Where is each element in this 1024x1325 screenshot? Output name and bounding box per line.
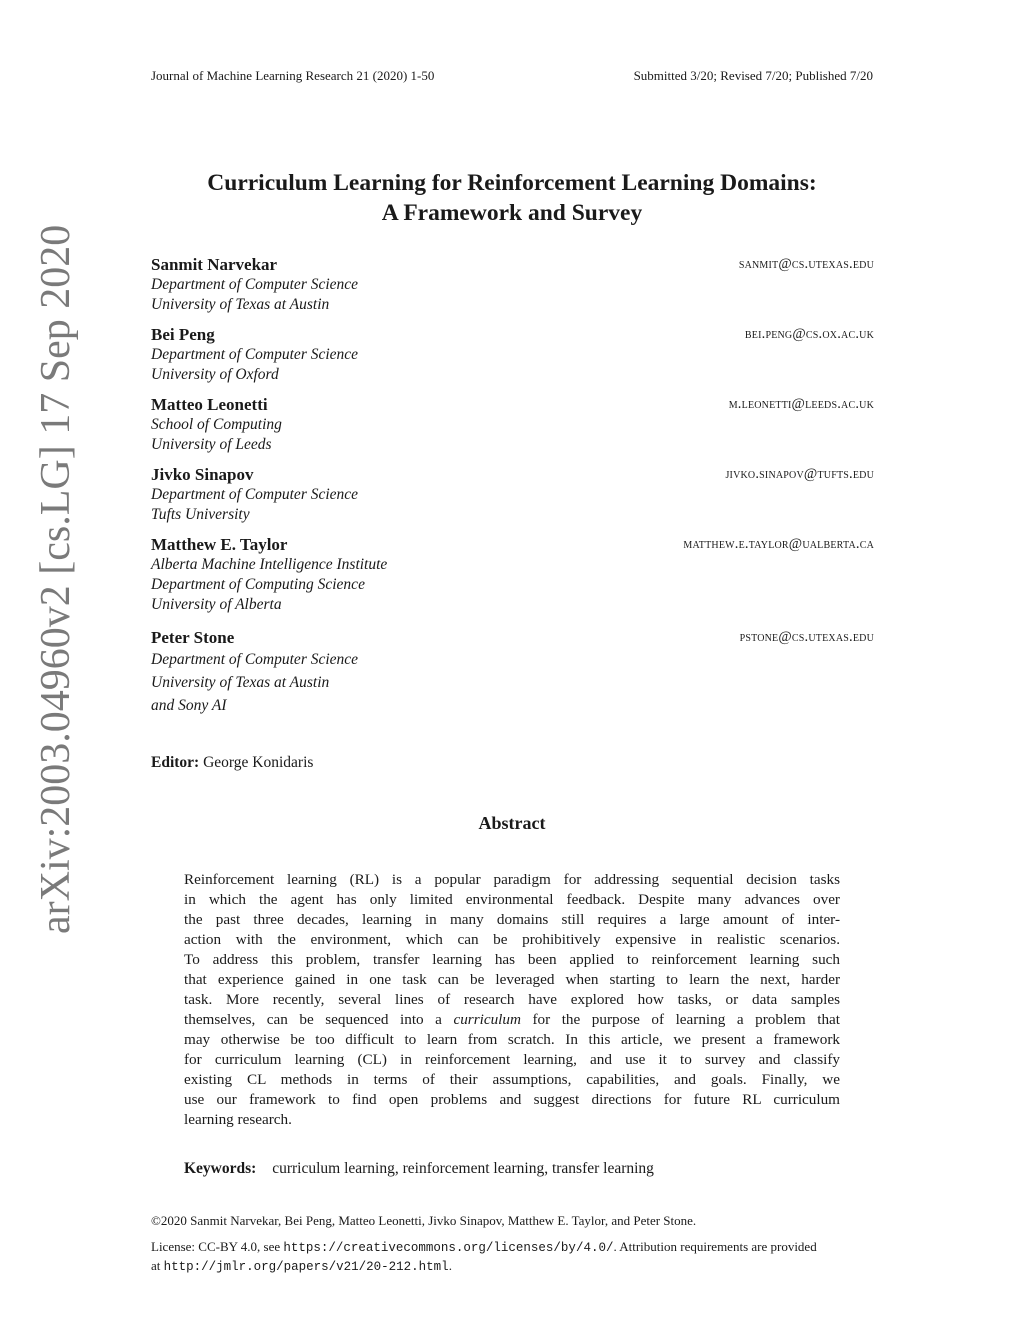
- author-name: Peter Stone: [151, 628, 235, 647]
- author-name: Matthew E. Taylor: [151, 535, 288, 554]
- author-affiliation: Tufts University: [151, 506, 250, 523]
- abstract-line: learning research.: [184, 1111, 292, 1128]
- author-name: Jivko Sinapov: [151, 465, 254, 484]
- title-line-2: A Framework and Survey: [381, 200, 643, 226]
- abstract-body: [184, 870, 840, 1130]
- author-affiliation: University of Texas at Austin: [151, 296, 330, 313]
- abstract-line: To address this problem, transfer learning has been applied to reinforcement learning such: [184, 951, 840, 968]
- publication-dates: Submitted 3/20; Revised 7/20; Published 7/20: [633, 68, 873, 83]
- journal-header: Journal of Machine Learning Research 21 (2020) 1-50: [151, 68, 435, 83]
- abstract-line: existing CL methods in terms of their assumptions, capabilities, and goals. Finally, we: [184, 1071, 840, 1088]
- abstract-line-part: themselves, can be sequenced into a: [184, 1011, 442, 1028]
- license-at: at: [151, 1258, 161, 1273]
- author-block: [151, 394, 874, 455]
- paper-title: [0, 168, 1024, 228]
- license-suffix: .: [448, 1258, 452, 1273]
- abstract-line: Reinforcement learning (RL) is a popular paradigm for addressing sequential decision tasks: [184, 871, 840, 888]
- author-block: [151, 627, 874, 717]
- editor-label: Editor:: [151, 754, 200, 771]
- abstract-line: task. More recently, several lines of research have explored how tasks, or data samples: [184, 991, 840, 1008]
- copyright-notice: ©2020 Sanmit Narvekar, Bei Peng, Matteo Leonetti, Jivko Sinapov, Matthew E. Taylor, and Peter Stone.: [151, 1213, 697, 1228]
- editor-name: George Konidaris: [203, 754, 314, 771]
- author-block: [151, 324, 874, 385]
- author-block: [151, 254, 874, 315]
- keywords-text: curriculum learning, reinforcement learning, transfer learning: [272, 1160, 654, 1177]
- author-affiliation: Department of Computer Science: [151, 651, 359, 668]
- abstract-line: use our framework to find open problems and suggest directions for future RL curriculum: [184, 1091, 840, 1108]
- abstract-line: may otherwise be too difficult to learn from scratch. In this article, we present a framework: [184, 1031, 840, 1048]
- arxiv-stamp-text: arXiv:2003.04960v2 [cs.LG] 17 Sep 2020: [33, 224, 79, 934]
- author-email: pstone@cs.utexas.edu: [739, 629, 874, 645]
- author-list: [151, 254, 874, 717]
- author-affiliation: Department of Computing Science: [151, 576, 365, 593]
- author-affiliation: University of Leeds: [151, 436, 272, 453]
- author-block: [151, 534, 874, 615]
- paper-url-link[interactable]: http://jmlr.org/papers/v21/20-212.html: [163, 1260, 449, 1274]
- abstract-line: for curriculum learning (CL) in reinforcement learning, and use it to survey and classify: [184, 1051, 840, 1068]
- author-email: matthew.e.taylor@ualberta.ca: [683, 536, 874, 552]
- arxiv-stamp: [30, 224, 90, 934]
- author-affiliation: Alberta Machine Intelligence Institute: [151, 556, 388, 573]
- license-middle: . Attribution requirements are provided: [613, 1239, 817, 1254]
- author-affiliation: Department of Computer Science: [151, 346, 359, 363]
- editor-line: [151, 754, 313, 772]
- author-name: Sanmit Narvekar: [151, 255, 278, 274]
- license-url-link[interactable]: https://creativecommons.org/licenses/by/4.0/: [283, 1241, 614, 1255]
- author-email: m.leonetti@leeds.ac.uk: [728, 396, 874, 412]
- author-name: Matteo Leonetti: [151, 395, 268, 414]
- abstract-line: in which the agent has only limited environmental feedback. Despite many advances over: [184, 891, 840, 908]
- license-notice: [151, 1238, 871, 1276]
- title-line-1: Curriculum Learning for Reinforcement Learning Domains:: [207, 170, 817, 196]
- abstract-line: [184, 1010, 840, 1030]
- author-email: bei.peng@cs.ox.ac.uk: [744, 326, 874, 342]
- abstract-line: that experience gained in one task can be leveraged when starting to learn the next, harder: [184, 971, 840, 988]
- author-affiliation: University of Texas at Austin: [151, 674, 330, 691]
- author-email: jivko.sinapov@tufts.edu: [725, 466, 874, 482]
- keywords-label: Keywords:: [184, 1160, 257, 1177]
- emphasized-term: curriculum: [453, 1011, 521, 1028]
- author-affiliation: Department of Computer Science: [151, 486, 359, 503]
- author-affiliation: and Sony AI: [151, 697, 227, 714]
- author-affiliation: Department of Computer Science: [151, 276, 359, 293]
- keywords-line: [184, 1160, 654, 1178]
- license-prefix: License: CC-BY 4.0, see: [151, 1239, 281, 1254]
- author-affiliation: University of Alberta: [151, 596, 282, 613]
- abstract-line: the past three decades, learning in many domains still requires a large amount of inter-: [184, 911, 840, 928]
- author-affiliation: University of Oxford: [151, 366, 279, 383]
- author-name: Bei Peng: [151, 325, 215, 344]
- abstract-heading: Abstract: [478, 813, 546, 833]
- abstract-line-part: for the purpose of learning a problem that: [532, 1011, 841, 1028]
- abstract-line: action with the environment, which can be prohibitively expensive in realistic scenarios.: [184, 931, 840, 948]
- author-affiliation: School of Computing: [151, 416, 282, 433]
- author-email: sanmit@cs.utexas.edu: [738, 256, 874, 272]
- author-block: [151, 464, 874, 525]
